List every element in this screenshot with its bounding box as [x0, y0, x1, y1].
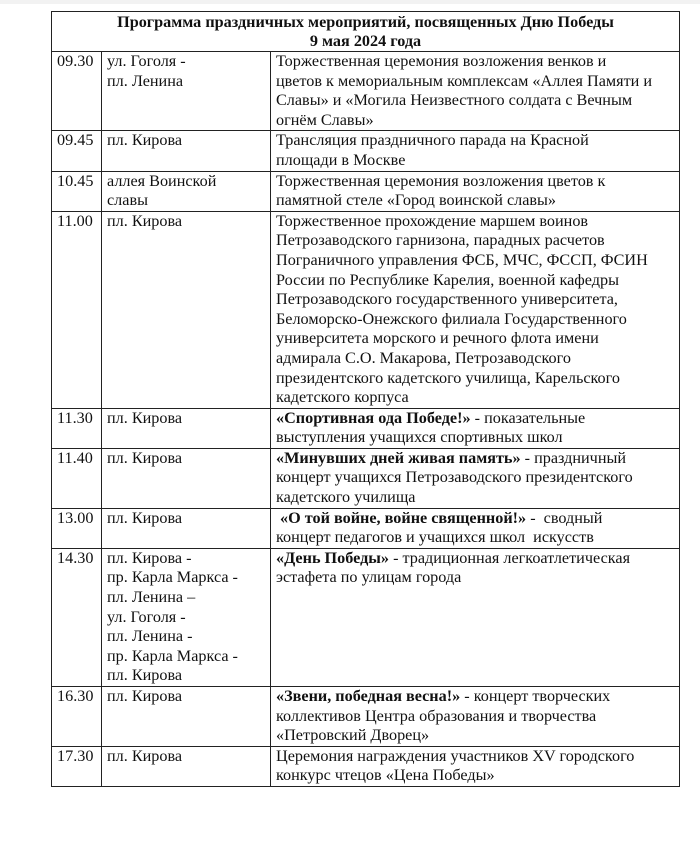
place-line: пл. Кирова — [107, 131, 183, 150]
event-time: 13.00 — [52, 508, 102, 548]
event-description — [271, 131, 680, 171]
place-line: ул. Гоголя - — [107, 52, 186, 70]
table-row — [52, 408, 680, 448]
event-place — [102, 687, 271, 747]
table-row — [52, 448, 680, 508]
event-line: - праздничный — [520, 448, 627, 467]
place-line: пр. Карла Маркса - — [107, 646, 238, 665]
event-place — [102, 211, 271, 408]
event-time: 09.30 — [52, 52, 102, 131]
event-description — [271, 746, 680, 786]
event-line: Пограничного управления ФСБ, МЧС, ФССП, ФСИН — [276, 250, 648, 269]
event-place — [102, 508, 271, 548]
event-description — [271, 687, 680, 747]
table-row — [52, 548, 680, 686]
document-title — [52, 12, 680, 52]
event-line: президентского кадетского училища, Карельского — [276, 368, 620, 387]
event-place — [102, 171, 271, 211]
event-place — [102, 746, 271, 786]
event-description — [271, 508, 680, 548]
event-time: 10.45 — [52, 171, 102, 211]
event-title: «Спортивная ода Победе!» — [276, 408, 471, 427]
event-line: Торжественная церемония возложения венков и — [276, 52, 607, 70]
place-line: аллея Воинской — [107, 171, 217, 190]
place-line: пл. Кирова — [107, 666, 183, 685]
event-time: 16.30 — [52, 687, 102, 747]
event-place — [102, 131, 271, 171]
place-line: пл. Кирова — [107, 448, 183, 467]
event-place — [102, 52, 271, 131]
place-line: славы — [107, 191, 148, 210]
title-line-2: 9 мая 2024 года — [309, 32, 422, 50]
place-line: пл. Ленина - — [107, 627, 193, 646]
event-place — [102, 448, 271, 508]
event-title: «День Победы» — [276, 548, 390, 567]
place-line: ул. Гоголя - — [107, 607, 186, 626]
place-line: пл. Ленина — [107, 71, 184, 90]
event-line: Петрозаводского гарнизона, парадных расчетов — [276, 231, 605, 250]
title-line-1: Программа праздничных мероприятий, посвященных Дню Победы — [117, 13, 614, 31]
event-title: «Минувших дней живая память» — [276, 448, 521, 467]
event-line: университета морского и речного флота имени — [276, 329, 599, 348]
place-line: пр. Карла Маркса - — [107, 568, 238, 587]
place-line: пл. Кирова — [107, 211, 183, 230]
place-line: пл. Кирова - — [107, 548, 192, 567]
place-line: пл. Кирова — [107, 687, 183, 705]
event-description — [271, 52, 680, 131]
event-line: концерт педагогов и учащихся школ искусств — [276, 528, 594, 547]
event-time: 11.30 — [52, 408, 102, 448]
place-line: пл. Ленина – — [107, 588, 196, 607]
place-line: пл. Кирова — [107, 746, 183, 765]
event-line: памятной стеле «Город воинской славы» — [276, 191, 556, 210]
event-time: 14.30 — [52, 548, 102, 686]
event-line: конкурс чтецов «Цена Победы» — [276, 766, 495, 785]
event-line: цветов к мемориальным комплексам «Аллея Памяти и — [276, 71, 653, 90]
table-row — [52, 171, 680, 211]
event-line: Петрозаводского государственного университета, — [276, 290, 618, 309]
table-row — [52, 52, 680, 131]
place-line: пл. Кирова — [107, 508, 183, 527]
event-place — [102, 408, 271, 448]
event-line: кадетского корпуса — [276, 388, 409, 407]
event-line: Торжественная церемония возложения цветов к — [276, 171, 606, 190]
event-line: эстафета по улицам города — [276, 568, 462, 587]
table-row — [52, 508, 680, 548]
event-line: адмирала С.О. Макарова, Петрозаводского — [276, 348, 571, 367]
event-line: коллективов Центра образования и творчества — [276, 706, 597, 725]
event-line: Церемония награждения участников XV городского — [276, 746, 635, 765]
event-time: 17.30 — [52, 746, 102, 786]
event-place — [102, 548, 271, 686]
event-description — [271, 548, 680, 686]
page-top-edge — [0, 0, 700, 4]
event-line: концерт учащихся Петрозаводского президентского — [276, 468, 633, 487]
table-row — [52, 746, 680, 786]
table-row — [52, 131, 680, 171]
table-row — [52, 687, 680, 747]
event-line: - сводный — [526, 508, 603, 527]
event-description — [271, 408, 680, 448]
event-line: Трансляция праздничного парада на Красной — [276, 131, 589, 150]
event-line: - традиционная легкоатлетическая — [389, 548, 631, 567]
event-line: - концерт творческих — [460, 687, 611, 705]
event-line: выступления учащихся спортивных школ — [276, 428, 563, 447]
event-line: огнём Славы» — [276, 110, 374, 129]
event-line: площади в Москве — [276, 150, 406, 169]
event-line: - показательные — [470, 408, 586, 427]
event-line: России по Республике Карелия, военной кафедры — [276, 270, 619, 289]
event-program-table — [51, 11, 680, 787]
event-description — [271, 171, 680, 211]
place-line: пл. Кирова — [107, 408, 183, 427]
event-description — [271, 448, 680, 508]
event-time: 11.00 — [52, 211, 102, 408]
event-line: Славы» и «Могила Неизвестного солдата с Вечным — [276, 91, 633, 110]
event-line: «Петровский Дворец» — [276, 726, 430, 745]
event-line: Торжественное прохождение маршем воинов — [276, 211, 589, 230]
event-line: кадетского училища — [276, 488, 416, 507]
table-row — [52, 211, 680, 408]
event-line: Беломорско-Онежского филиала Государственного — [276, 309, 627, 328]
event-time: 09.45 — [52, 131, 102, 171]
event-description — [271, 211, 680, 408]
event-title: «Звени, победная весна!» — [276, 687, 461, 705]
event-title: «О той войне, войне священной!» — [276, 508, 527, 527]
table-header-row — [52, 12, 680, 52]
event-time: 11.40 — [52, 448, 102, 508]
